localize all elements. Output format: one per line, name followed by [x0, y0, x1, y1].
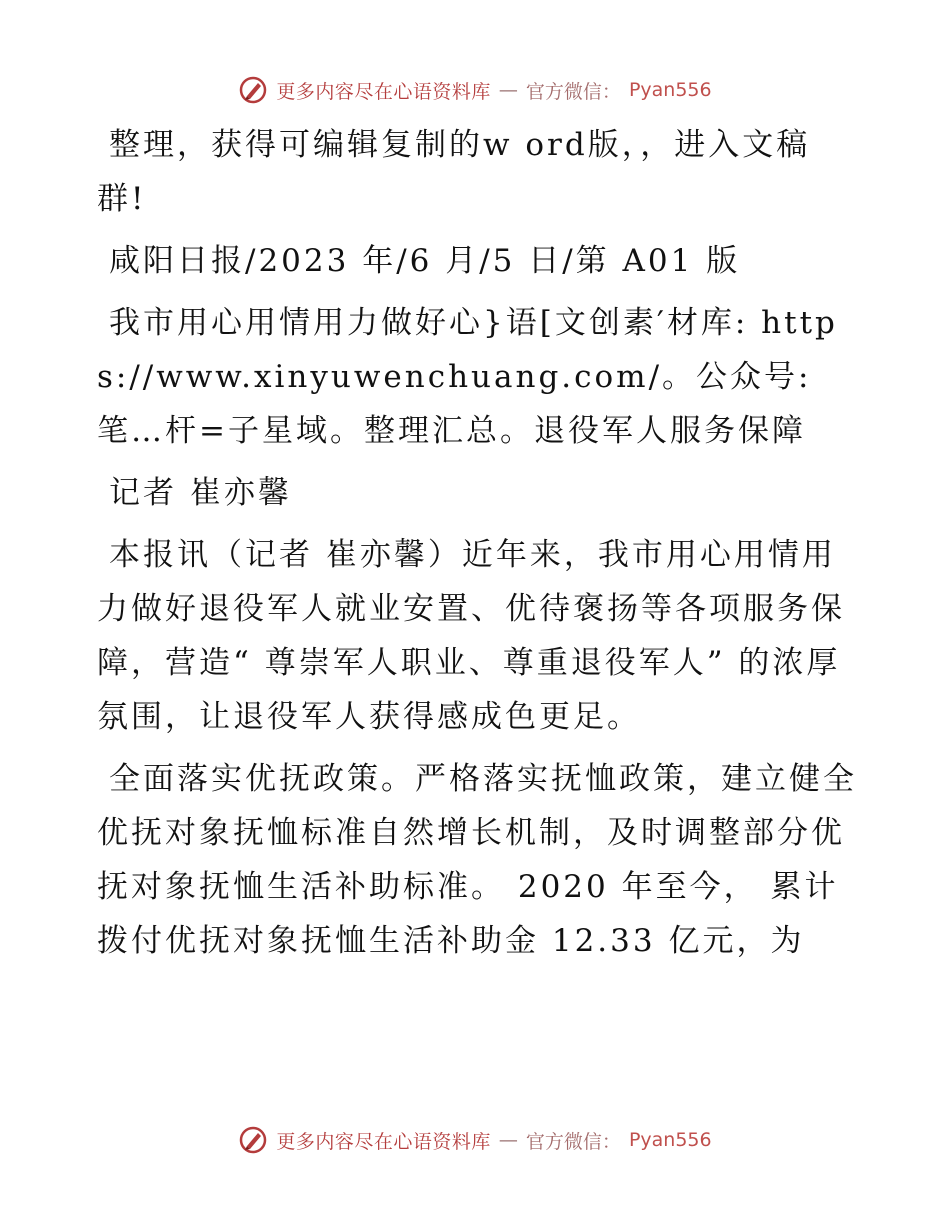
watermark-dash: — — [498, 79, 518, 101]
watermark-text: 更多内容尽在心语资料库 — [276, 80, 491, 103]
header-watermark — [0, 70, 950, 110]
byline: 记者 崔亦馨 — [109, 475, 292, 511]
watermark-contact-label: 官方微信： — [525, 1130, 621, 1153]
body-paragraph: 全面落实优抚政策。严格落实抚恤政策，建立健全优抚对象抚恤标准自然增长机制，及时调整部分优抚对象抚恤生活补助标准。 2020 年至今， 累计拨付优抚对象抚恤生活补助金 12.33 亿元，为 — [97, 761, 857, 959]
intro-paragraph: 整理，获得可编辑复制的w ord版，，进入文稿群! — [97, 127, 811, 217]
pen-logo-icon — [238, 75, 268, 105]
watermark-contact-label: 官方微信： — [525, 80, 621, 103]
document-body — [97, 118, 857, 976]
watermark-text: 更多内容尽在心语资料库 — [276, 1130, 491, 1153]
lead-paragraph: 本报讯（记者 崔亦馨）近年来，我市用心用情用力做好退役军人就业安置、优待褒扬等各项服务保障，营造“ 尊崇军人职业、尊重退役军人” 的浓厚氛围，让退役军人获得感成色更足。 — [97, 537, 845, 735]
source-line: 咸阳日报/2023 年/6 月/5 日/第 A01 版 — [109, 243, 741, 279]
watermark-dash: — — [498, 1129, 518, 1151]
pen-logo-icon — [238, 1125, 268, 1155]
watermark-contact-id: Pyan556 — [628, 79, 712, 101]
watermark-contact-id: Pyan556 — [628, 1129, 712, 1151]
footer-watermark — [0, 1120, 950, 1160]
article-title: 我市用心用情用力做好心}语[文创素′材库: https://www.xinyuwenchuang.com/。公众号: 笔…杆=子星域。整理汇总。退役军人服务保障 — [97, 305, 838, 449]
